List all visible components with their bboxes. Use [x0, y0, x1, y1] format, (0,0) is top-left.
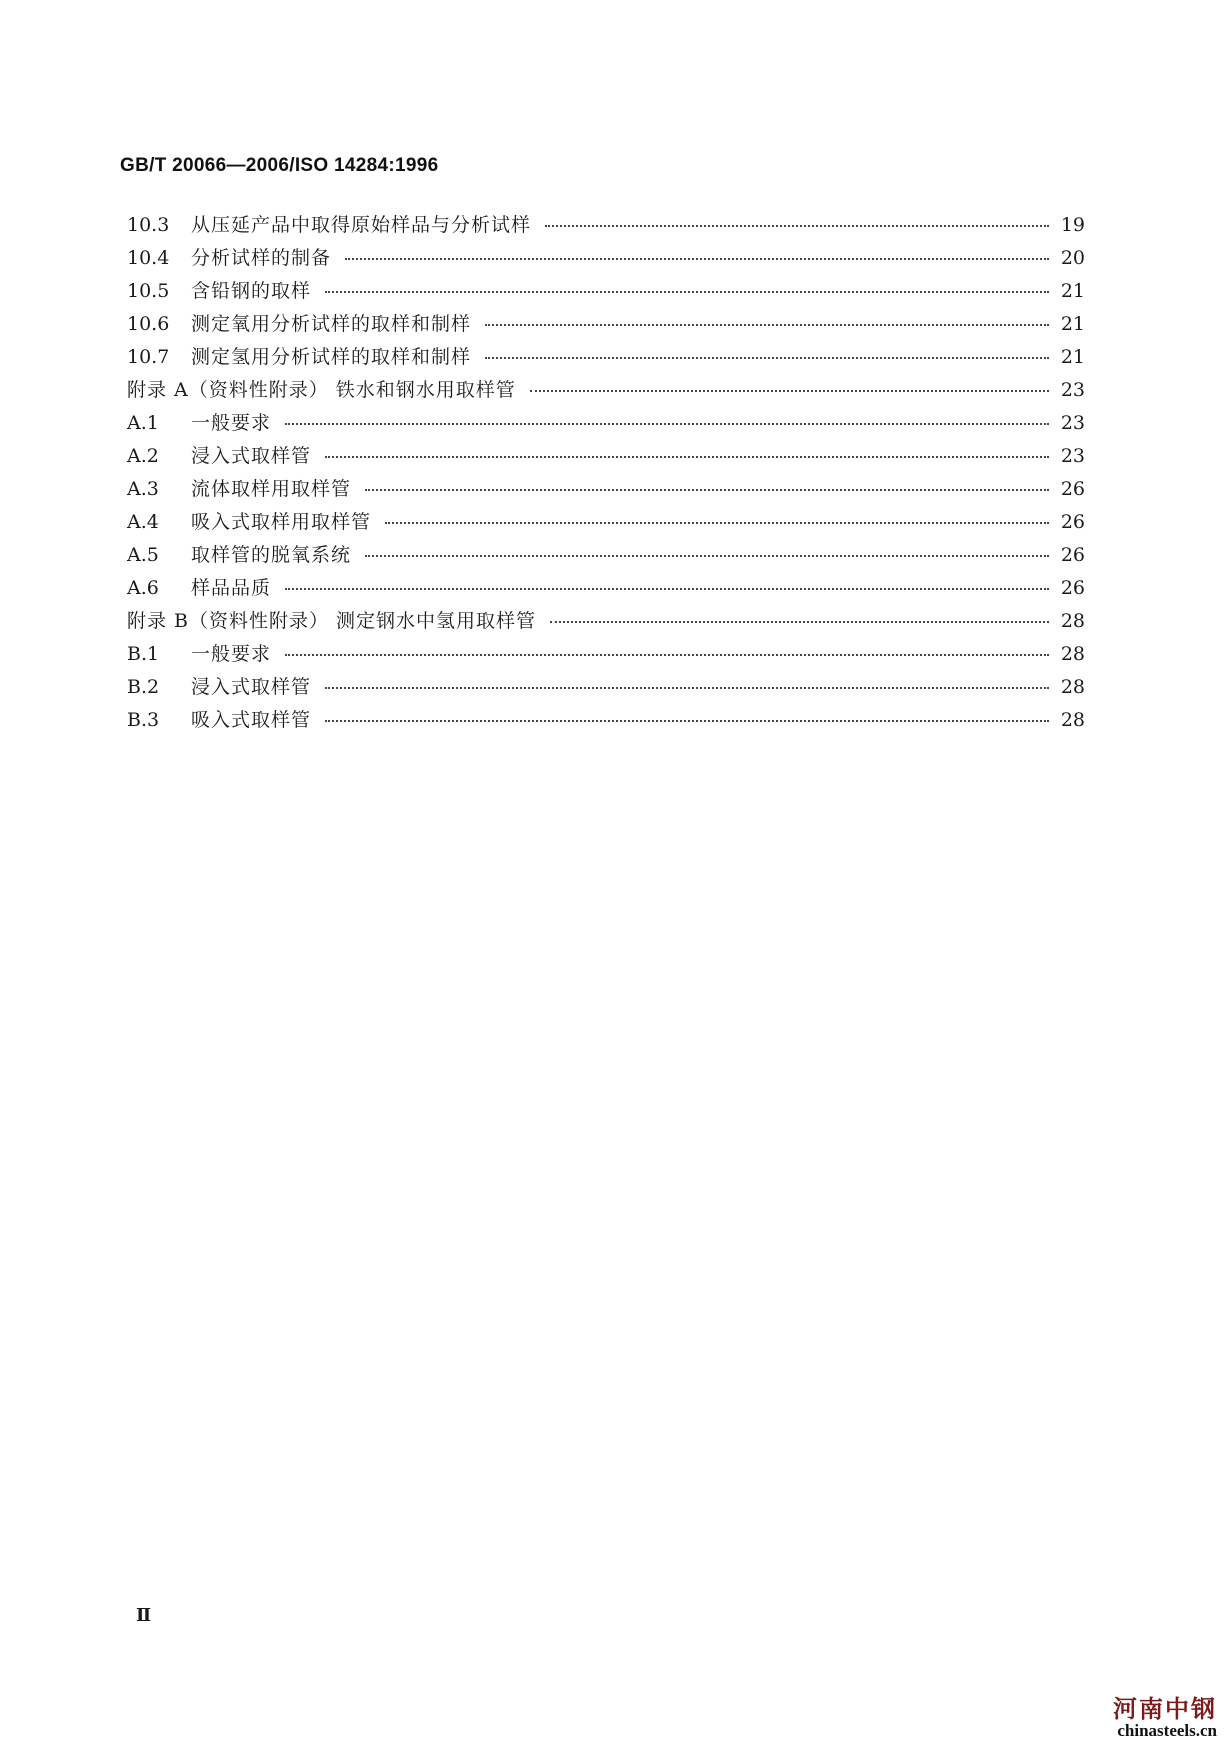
toc-entry-number: 10.4 — [127, 247, 170, 269]
toc-entry-title: 吸入式取样管 — [191, 709, 312, 731]
toc-entry-b-2 — [127, 672, 1085, 705]
toc-entry-page: 21 — [1060, 280, 1085, 302]
toc-entry-title: 分析试样的制备 — [191, 247, 332, 269]
toc-entry-number: B.3 — [127, 709, 160, 731]
toc-entry-a-3 — [127, 474, 1085, 507]
toc-entry-number: A.4 — [127, 511, 159, 533]
toc-entry-page: 19 — [1060, 214, 1085, 236]
toc-leader-dots — [325, 687, 1049, 689]
toc-entry-b-3 — [127, 705, 1085, 738]
toc-entry-10-4 — [127, 243, 1085, 276]
toc-entry-number: 10.6 — [127, 313, 170, 335]
toc-entry-page: 26 — [1060, 577, 1085, 599]
toc-entry-10-6 — [127, 309, 1085, 342]
toc-entry-title: 浸入式取样管 — [191, 445, 312, 467]
toc-leader-dots — [325, 456, 1049, 458]
toc-entry-title: 一般要求 — [191, 643, 272, 665]
toc-entry-page: 28 — [1060, 676, 1085, 698]
toc-entry-number: A.2 — [127, 445, 159, 467]
toc-entry-title: 从压延产品中取得原始样品与分析试样 — [191, 214, 532, 236]
toc-leader-dots — [385, 522, 1049, 524]
page-number: Ⅱ — [136, 1605, 151, 1626]
toc-entry-number: A.3 — [127, 478, 159, 500]
toc-entry-a-6 — [127, 573, 1085, 606]
toc-entry-title: 含铅钢的取样 — [191, 280, 312, 302]
toc-entry-title: 流体取样用取样管 — [191, 478, 352, 500]
toc-leader-dots — [545, 225, 1049, 227]
toc-leader-dots — [325, 291, 1049, 293]
toc-entry-title: 附录 A（资料性附录） 铁水和钢水用取样管 — [127, 379, 516, 401]
toc-entry-page: 20 — [1060, 247, 1085, 269]
toc-leader-dots — [485, 324, 1049, 326]
toc-entry-title: 取样管的脱氧系统 — [191, 544, 352, 566]
toc-entry-title: 吸入式取样用取样管 — [191, 511, 372, 533]
toc-leader-dots — [550, 621, 1049, 623]
toc-entry-title: 一般要求 — [191, 412, 272, 434]
toc-leader-dots — [285, 654, 1049, 656]
toc-entry-10-7 — [127, 342, 1085, 375]
toc-entry-page: 26 — [1060, 478, 1085, 500]
toc-leader-dots — [325, 720, 1049, 722]
toc-entry-a-4 — [127, 507, 1085, 540]
toc-leader-dots — [285, 423, 1049, 425]
toc-entry-page: 23 — [1060, 445, 1085, 467]
table-of-contents — [127, 210, 1085, 738]
toc-entry-number: 10.7 — [127, 346, 170, 368]
toc-entry-title: 测定氢用分析试样的取样和制样 — [191, 346, 472, 368]
toc-entry-page: 28 — [1060, 643, 1085, 665]
toc-entry-page: 28 — [1060, 610, 1085, 632]
toc-leader-dots — [365, 489, 1049, 491]
toc-entry-b-1 — [127, 639, 1085, 672]
toc-entry-number: 10.3 — [127, 214, 170, 236]
toc-entry-number: A.5 — [127, 544, 159, 566]
watermark-logo — [1113, 1694, 1217, 1741]
toc-entry-a-1 — [127, 408, 1085, 441]
toc-entry-a-5 — [127, 540, 1085, 573]
toc-leader-dots — [345, 258, 1049, 260]
toc-entry-10-5 — [127, 276, 1085, 309]
toc-entry-number: B.2 — [127, 676, 160, 698]
toc-entry-appendix-b — [127, 606, 1085, 639]
toc-entry-title: 浸入式取样管 — [191, 676, 312, 698]
toc-entry-number: 10.5 — [127, 280, 170, 302]
toc-entry-appendix-a — [127, 375, 1085, 408]
toc-entry-page: 26 — [1060, 511, 1085, 533]
toc-entry-a-2 — [127, 441, 1085, 474]
toc-entry-page: 21 — [1060, 313, 1085, 335]
toc-leader-dots — [530, 390, 1049, 392]
toc-entry-page: 28 — [1060, 709, 1085, 731]
toc-entry-page: 21 — [1060, 346, 1085, 368]
toc-entry-10-3 — [127, 210, 1085, 243]
toc-leader-dots — [285, 588, 1049, 590]
toc-entry-title: 样品品质 — [191, 577, 272, 599]
toc-leader-dots — [365, 555, 1049, 557]
toc-entry-page: 23 — [1060, 379, 1085, 401]
watermark-chinese-text: 河南中钢 — [1113, 1694, 1217, 1723]
toc-leader-dots — [485, 357, 1049, 359]
toc-entry-page: 23 — [1060, 412, 1085, 434]
toc-entry-number: A.1 — [127, 412, 159, 434]
watermark-site-text: chinasteels.cn — [1117, 1721, 1217, 1741]
toc-entry-number: B.1 — [127, 643, 160, 665]
toc-entry-title: 附录 B（资料性附录） 测定钢水中氢用取样管 — [127, 610, 537, 632]
toc-entry-number: A.6 — [127, 577, 159, 599]
toc-entry-title: 测定氧用分析试样的取样和制样 — [191, 313, 472, 335]
standard-code-header: GB/T 20066—2006/ISO 14284:1996 — [120, 155, 439, 176]
toc-entry-page: 26 — [1060, 544, 1085, 566]
